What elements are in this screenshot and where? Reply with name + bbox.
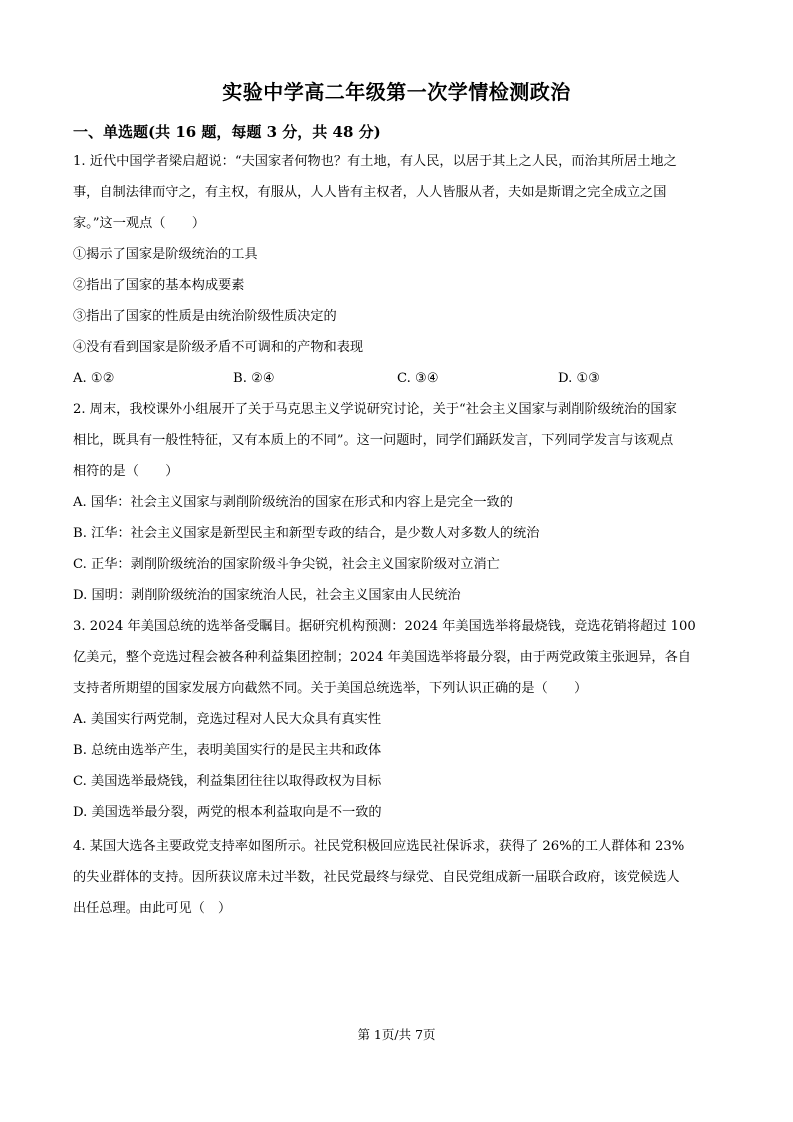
question-2-line-1-text: 2. 周末，我校课外小组展开了关于马克思主义学说研究讨论，关于“社会主义国家与剥削阶级统治 (73, 402, 638, 417)
question-4-line-2: 的失业群体的支持。因所获议席未过半数，社民党最终与绿党、自民党组成新一届联合政府，该党候选人 (73, 870, 680, 885)
question-1-option-d: D. ①③ (558, 371, 601, 386)
question-1-statement-4: ④没有看到国家是阶级矛盾不可调和的产物和表现 (73, 340, 364, 355)
section-heading: 一、单选题(共 16 题，每题 3 分，共 48 分) (73, 123, 381, 141)
question-1-statement-3: ③指出了国家的性质是由统治阶级性质决定的 (73, 309, 337, 324)
question-3-option-a: A. 美国实行两党制，竞选过程对人民大众具有真实性 (73, 712, 382, 727)
question-4-line-3: 出任总理。由此可见（ ） (73, 901, 232, 916)
question-3-option-c: C. 美国选举最烧钱，利益集团往往以取得政权为目标 (73, 774, 382, 789)
question-1-statement-1: ①揭示了国家是阶级统治的工具 (73, 247, 258, 262)
question-2-line-2: 相比，既具有一般性特征，又有本质上的不同”。这一问题时，同学们踊跃发言，下列同学发言与该观点 (73, 433, 674, 448)
question-2-line-1-tail: 的国家 (637, 402, 677, 417)
question-1-line-3: 家。”这一观点（ ） (73, 216, 206, 231)
question-4-line-1: 4. 某国大选各主要政党支持率如图所示。社民党积极回应选民社保诉求，获得了 26%的工人群体和 23% (73, 839, 685, 854)
page-title: 实验中学高二年级第一次学情检测政治 (222, 80, 571, 104)
question-2-option-a: A. 国华：社会主义国家与剥削阶级统治的国家在形式和内容上是完全一致的 (73, 495, 513, 510)
question-3-line-1: 3. 2024 年美国总统的选举备受瞩目。据研究机构预测：2024 年美国选举将最烧钱，竞选花销将超过 100 (73, 619, 696, 634)
question-1-line-2: 事，自制法律而守之，有主权，有服从，人人皆有主权者，人人皆服从者，夫如是斯谓之完全成立之国 (73, 185, 667, 200)
question-1-statement-2: ②指出了国家的基本构成要素 (73, 278, 245, 293)
question-2-line-3: 相符的是（ ） (73, 464, 179, 479)
question-1-option-b: B. ②④ (233, 371, 275, 386)
question-3-line-2: 亿美元，整个竞选过程会被各种利益集团控制；2024 年美国选举将最分裂，由于两党政策主张迥异，各自 (73, 650, 691, 665)
question-2-line-1 (73, 400, 677, 420)
question-2-option-d: D. 国明：剥削阶级统治的国家统治人民，社会主义国家由人民统治 (73, 588, 461, 603)
question-1-option-a: A. ①② (73, 371, 115, 386)
question-2-option-b: B. 江华：社会主义国家是新型民主和新型专政的结合，是少数人对多数人的统治 (73, 526, 540, 541)
question-1-option-c: C. ③④ (397, 371, 439, 386)
question-3-option-b: B. 总统由选举产生，表明美国实行的是民主共和政体 (73, 743, 382, 758)
question-1-line-1: 1. 近代中国学者梁启超说：“夫国家者何物也？有土地，有人民，以居于其上之人民，而治其所居土地之 (73, 154, 677, 169)
page-footer: 第 1页/共 7页 (357, 1027, 436, 1042)
question-3-line-3: 支持者所期望的国家发展方向截然不同。关于美国总统选举，下列认识正确的是（ ） (73, 681, 588, 696)
question-2-option-c: C. 正华：剥削阶级统治的国家阶级斗争尖锐，社会主义国家阶级对立消亡 (73, 557, 500, 572)
question-3-option-d: D. 美国选举最分裂，两党的根本利益取向是不一致的 (73, 805, 382, 820)
